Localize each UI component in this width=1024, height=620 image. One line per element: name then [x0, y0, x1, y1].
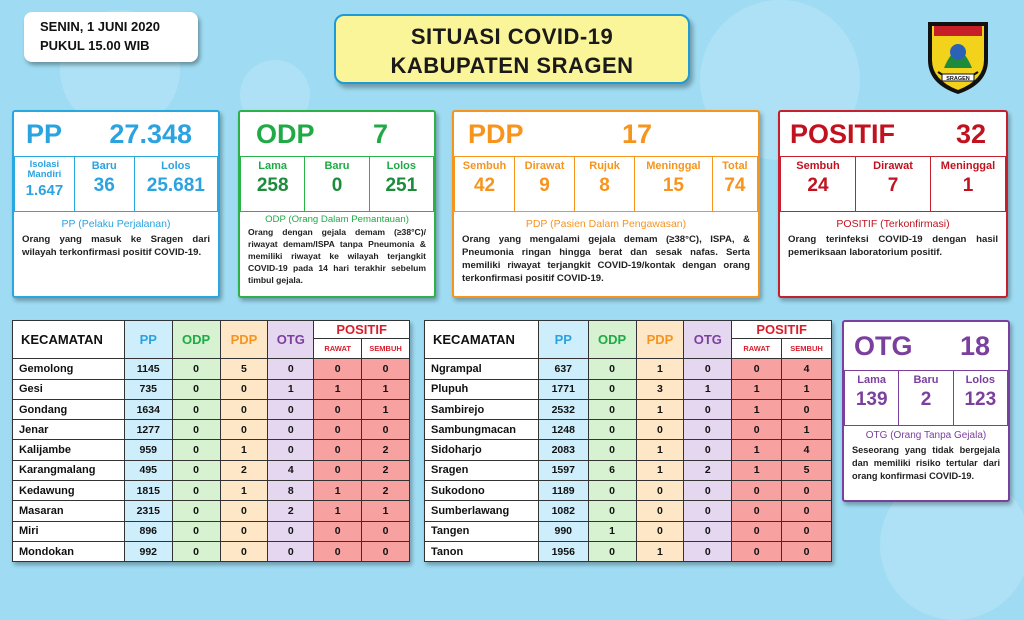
- header-sembuh: SEMBUH: [362, 339, 410, 359]
- pp-value: 27.348: [109, 118, 192, 149]
- positif-value: 32: [955, 118, 986, 149]
- positif-subtitle: POSITIF (Terkonfirmasi): [836, 218, 950, 230]
- rawat-cell: 0: [732, 541, 782, 561]
- odp-stat-label: Lama: [258, 160, 288, 172]
- pp-stat-label: Lolos: [161, 160, 191, 172]
- odp-cell: 0: [172, 501, 220, 521]
- kecamatan-name: Tanon: [425, 541, 539, 561]
- positif-stat-meninggal: [930, 156, 1006, 212]
- positif-stat-value: 1: [962, 175, 974, 196]
- pdp-subtitle: PDP (Pasien Dalam Pengawasan): [525, 218, 687, 230]
- header-kecamatan: KECAMATAN: [13, 321, 125, 359]
- rawat-cell: 0: [314, 359, 362, 379]
- otg-cell: 0: [684, 420, 732, 440]
- sembuh-cell: 2: [362, 460, 410, 480]
- pdp-stat-label: Rujuk: [589, 160, 620, 172]
- sembuh-cell: 0: [362, 521, 410, 541]
- rawat-cell: 1: [732, 379, 782, 399]
- rawat-cell: 0: [314, 420, 362, 440]
- pp-cell: 990: [538, 521, 588, 541]
- odp-cell: 0: [588, 379, 636, 399]
- otg-stat-label: Lama: [857, 374, 887, 386]
- odp-stat-value: 0: [331, 175, 343, 196]
- kecamatan-name: Tangen: [425, 521, 539, 541]
- odp-stat-label: Baru: [324, 160, 350, 172]
- odp-stat-lolos: [369, 156, 434, 212]
- sembuh-cell: 0: [362, 541, 410, 561]
- pdp-cell: 1: [636, 440, 684, 460]
- positif-stat-value: 24: [807, 175, 829, 196]
- odp-cell: 0: [588, 440, 636, 460]
- pp-stat-value: 36: [93, 175, 115, 196]
- pdp-stat-label: Dirawat: [524, 160, 565, 172]
- pdp-cell: 0: [636, 420, 684, 440]
- date-text: SENIN, 1 JUNI 2020: [40, 19, 160, 34]
- kecamatan-name: Miri: [13, 521, 125, 541]
- sembuh-cell: 0: [362, 420, 410, 440]
- sembuh-cell: 0: [362, 359, 410, 379]
- pdp-cell: 1: [220, 481, 268, 501]
- otg-cell: 0: [268, 399, 314, 419]
- pp-cell: 959: [124, 440, 172, 460]
- pdp-stat-dirawat: [514, 156, 575, 212]
- pdp-cell: 2: [220, 460, 268, 480]
- table-row: [425, 399, 832, 419]
- pdp-cell: 0: [636, 521, 684, 541]
- table-row: [425, 420, 832, 440]
- pdp-stat-total: [712, 156, 758, 212]
- rawat-cell: 1: [732, 399, 782, 419]
- table-row: [425, 521, 832, 541]
- odp-cell: 0: [172, 521, 220, 541]
- sembuh-cell: 5: [782, 460, 832, 480]
- positif-description: Orang terinfeksi COVID-19 dengan hasil pemeriksaan laboratorium positif.: [788, 234, 998, 258]
- title-line-1: SITUASI COVID-19: [410, 24, 614, 49]
- pp-stat-isolasi: [14, 156, 75, 212]
- pdp-cell: 0: [636, 501, 684, 521]
- otg-cell: 4: [268, 460, 314, 480]
- pdp-cell: 1: [636, 399, 684, 419]
- odp-subtitle: ODP (Orang Dalam Pemantauan): [265, 214, 409, 225]
- pdp-cell: 0: [220, 399, 268, 419]
- pdp-cell: 0: [220, 501, 268, 521]
- pp-cell: 1771: [538, 379, 588, 399]
- table-row: [13, 359, 410, 379]
- pdp-stat-value: 74: [724, 175, 746, 196]
- pdp-cell: 0: [220, 541, 268, 561]
- table-row: [13, 399, 410, 419]
- kecamatan-name: Gondang: [13, 399, 125, 419]
- table-row: [13, 379, 410, 399]
- sembuh-cell: 0: [782, 399, 832, 419]
- positif-card: [778, 110, 1008, 298]
- kabupaten-sragen-crest-icon: [922, 16, 994, 96]
- pdp-stats: [455, 156, 758, 212]
- rawat-cell: 1: [732, 440, 782, 460]
- otg-stat-value: 2: [920, 389, 932, 410]
- table-row: [13, 501, 410, 521]
- otg-cell: 0: [684, 481, 732, 501]
- sembuh-cell: 0: [782, 481, 832, 501]
- pdp-stat-value: 9: [539, 175, 550, 196]
- pdp-stat-value: 15: [662, 175, 684, 196]
- odp-cell: 0: [172, 541, 220, 561]
- kecamatan-name: Masaran: [13, 501, 125, 521]
- header-otg: OTG: [268, 321, 314, 359]
- otg-cell: 0: [268, 359, 314, 379]
- otg-stat-value: 123: [964, 389, 997, 410]
- rawat-cell: 0: [732, 359, 782, 379]
- positif-stat-label: Dirawat: [873, 160, 913, 172]
- positif-stat-sembuh: [780, 156, 856, 212]
- odp-description: Orang dengan gejala demam (≥38°C)/ riwayat demam/ISPA tanpa Pneumonia & memiliki riwayat ke wilayah terjangkit COVID-19 pada 14 hari terakhir sebelum timbul gejala.: [248, 227, 426, 285]
- kecamatan-name: Kalijambe: [13, 440, 125, 460]
- positif-stat-label: Meninggal: [940, 160, 996, 172]
- pp-stat-baru: [74, 156, 135, 212]
- kecamatan-name: Mondokan: [13, 541, 125, 561]
- kecamatan-name: Gemolong: [13, 359, 125, 379]
- rawat-cell: 0: [314, 399, 362, 419]
- pp-cell: 1082: [538, 501, 588, 521]
- otg-cell: 0: [268, 420, 314, 440]
- otg-header: [844, 322, 1008, 370]
- pdp-cell: 0: [220, 379, 268, 399]
- rawat-cell: 0: [314, 521, 362, 541]
- pdp-card: [452, 110, 760, 298]
- rawat-cell: 1: [314, 481, 362, 501]
- kecamatan-table-right: [424, 320, 832, 562]
- header-pdp: PDP: [220, 321, 268, 359]
- pp-cell: 1815: [124, 481, 172, 501]
- pp-cell: 495: [124, 460, 172, 480]
- otg-stat-baru: [898, 370, 953, 426]
- pp-cell: 992: [124, 541, 172, 561]
- kecamatan-name: Plupuh: [425, 379, 539, 399]
- pp-stats: [15, 156, 218, 212]
- table-row: [13, 440, 410, 460]
- table-row: [425, 541, 832, 561]
- odp-cell: 0: [172, 460, 220, 480]
- table-row: [425, 501, 832, 521]
- otg-cell: 1: [268, 379, 314, 399]
- header-kecamatan: KECAMATAN: [425, 321, 539, 359]
- odp-header: [240, 112, 434, 156]
- otg-cell: 0: [684, 541, 732, 561]
- sembuh-cell: 1: [782, 420, 832, 440]
- otg-cell: 8: [268, 481, 314, 501]
- rawat-cell: 0: [732, 521, 782, 541]
- rawat-cell: 0: [732, 501, 782, 521]
- table-row: [13, 460, 410, 480]
- sembuh-cell: 2: [362, 481, 410, 501]
- otg-stat-value: 139: [855, 389, 888, 410]
- sembuh-cell: 1: [362, 501, 410, 521]
- odp-cell: 1: [588, 521, 636, 541]
- sembuh-cell: 4: [782, 440, 832, 460]
- kecamatan-name: Sragen: [425, 460, 539, 480]
- pdp-cell: 5: [220, 359, 268, 379]
- pdp-cell: 0: [220, 521, 268, 541]
- odp-cell: 0: [172, 359, 220, 379]
- otg-stat-label: Lolos: [965, 374, 995, 386]
- header-rawat: RAWAT: [732, 339, 782, 359]
- odp-cell: 0: [172, 420, 220, 440]
- header-otg: OTG: [684, 321, 732, 359]
- otg-cell: 0: [268, 521, 314, 541]
- odp-stat-baru: [304, 156, 369, 212]
- odp-cell: 0: [172, 481, 220, 501]
- pp-cell: 637: [538, 359, 588, 379]
- otg-stat-lolos: [953, 370, 1008, 426]
- pp-cell: 1634: [124, 399, 172, 419]
- header-pdp: PDP: [636, 321, 684, 359]
- table-row: [13, 420, 410, 440]
- odp-cell: 0: [588, 481, 636, 501]
- pp-cell: 2315: [124, 501, 172, 521]
- otg-cell: 2: [268, 501, 314, 521]
- rawat-cell: 1: [314, 501, 362, 521]
- pdp-header: [454, 112, 758, 156]
- otg-label: OTG: [854, 330, 913, 361]
- logo-caption: SRAGEN: [946, 76, 970, 82]
- odp-cell: 6: [588, 460, 636, 480]
- odp-cell: 0: [588, 399, 636, 419]
- pp-cell: 1145: [124, 359, 172, 379]
- table-row: [425, 440, 832, 460]
- header-pp: PP: [124, 321, 172, 359]
- kecamatan-name: Sidoharjo: [425, 440, 539, 460]
- rawat-cell: 0: [732, 420, 782, 440]
- sembuh-cell: 0: [782, 521, 832, 541]
- pp-stat-lolos: [134, 156, 218, 212]
- header-positif: POSITIF: [314, 321, 410, 339]
- positif-label: POSITIF: [790, 118, 896, 149]
- rawat-cell: 0: [314, 460, 362, 480]
- otg-stat-label: Baru: [913, 374, 939, 386]
- odp-cell: 0: [588, 359, 636, 379]
- pp-cell: 1597: [538, 460, 588, 480]
- kecamatan-name: Sambirejo: [425, 399, 539, 419]
- pp-cell: 1248: [538, 420, 588, 440]
- pdp-stat-label: Sembuh: [462, 160, 507, 172]
- odp-stat-label: Lolos: [386, 160, 416, 172]
- table-row: [13, 481, 410, 501]
- header-odp: ODP: [588, 321, 636, 359]
- pp-stat-label: Baru: [91, 160, 117, 172]
- odp-stats: [241, 156, 434, 212]
- pp-cell: 2532: [538, 399, 588, 419]
- table-row: [13, 541, 410, 561]
- kecamatan-table-left: [12, 320, 410, 562]
- pp-cell: 735: [124, 379, 172, 399]
- otg-card: [842, 320, 1010, 502]
- header-sembuh: SEMBUH: [782, 339, 832, 359]
- pdp-stat-sembuh: [454, 156, 515, 212]
- kecamatan-name: Karangmalang: [13, 460, 125, 480]
- kecamatan-name: Sumberlawang: [425, 501, 539, 521]
- header-pp: PP: [538, 321, 588, 359]
- pp-stat-value: 1.647: [25, 182, 64, 199]
- pp-cell: 896: [124, 521, 172, 541]
- odp-stat-value: 251: [385, 175, 418, 196]
- kecamatan-name: Ngrampal: [425, 359, 539, 379]
- odp-stat-value: 258: [256, 175, 289, 196]
- otg-cell: 0: [684, 501, 732, 521]
- otg-stats: [845, 370, 1008, 426]
- otg-cell: 2: [684, 460, 732, 480]
- odp-cell: 0: [172, 440, 220, 460]
- positif-header: [780, 112, 1006, 156]
- kecamatan-name: Sukodono: [425, 481, 539, 501]
- title-line-2: KABUPATEN SRAGEN: [390, 53, 634, 78]
- otg-cell: 0: [684, 440, 732, 460]
- otg-subtitle: OTG (Orang Tanpa Gejala): [865, 430, 987, 441]
- pp-cell: 1277: [124, 420, 172, 440]
- table-row: [425, 460, 832, 480]
- pdp-stat-meninggal: [634, 156, 713, 212]
- positif-stat-dirawat: [855, 156, 931, 212]
- otg-cell: 0: [268, 440, 314, 460]
- sembuh-cell: 4: [782, 359, 832, 379]
- otg-cell: 0: [268, 541, 314, 561]
- pp-cell: 2083: [538, 440, 588, 460]
- rawat-cell: 0: [314, 541, 362, 561]
- sembuh-cell: 0: [782, 501, 832, 521]
- kecamatan-name: Jenar: [13, 420, 125, 440]
- sembuh-cell: 0: [782, 541, 832, 561]
- positif-stat-label: Sembuh: [796, 160, 840, 172]
- pp-header: [14, 112, 218, 156]
- odp-card: [238, 110, 436, 298]
- pdp-cell: 3: [636, 379, 684, 399]
- otg-cell: 0: [684, 359, 732, 379]
- table-row: [13, 521, 410, 541]
- pdp-label: PDP: [468, 118, 524, 149]
- table-row: [425, 481, 832, 501]
- sembuh-cell: 1: [362, 379, 410, 399]
- odp-cell: 0: [588, 420, 636, 440]
- header-odp: ODP: [172, 321, 220, 359]
- odp-cell: 0: [172, 399, 220, 419]
- pdp-value: 17: [621, 118, 652, 149]
- otg-value: 18: [959, 330, 990, 361]
- pdp-description: Orang yang mengalami gejala demam (≥38°C), ISPA, & Pneumonia ringan hingga berat dan sesak nafas. Serta memiliki riwayat terjangkit COVID-19/kontak dengan orang terkonfirmasi positif COVID-19.: [462, 234, 750, 284]
- otg-stat-lama: [844, 370, 899, 426]
- rawat-cell: 1: [732, 460, 782, 480]
- rawat-cell: 1: [314, 379, 362, 399]
- rawat-cell: 0: [314, 440, 362, 460]
- pp-subtitle: PP (Pelaku Perjalanan): [61, 218, 171, 230]
- otg-cell: 0: [684, 399, 732, 419]
- pp-cell: 1956: [538, 541, 588, 561]
- date-box: [24, 12, 198, 62]
- kecamatan-name: Gesi: [13, 379, 125, 399]
- otg-cell: 0: [684, 521, 732, 541]
- pdp-stat-value: 8: [599, 175, 610, 196]
- odp-label: ODP: [256, 118, 315, 149]
- header-positif: POSITIF: [732, 321, 832, 339]
- sembuh-cell: 1: [362, 399, 410, 419]
- odp-stat-lama: [240, 156, 305, 212]
- pdp-stat-value: 42: [473, 175, 496, 196]
- pp-stat-value: 25.681: [146, 175, 205, 196]
- page-title: [334, 14, 690, 84]
- pp-card: [12, 110, 220, 298]
- pdp-stat-label: Total: [722, 160, 748, 172]
- kecamatan-name: Sambungmacan: [425, 420, 539, 440]
- odp-value: 7: [372, 118, 388, 149]
- positif-stats: [781, 156, 1006, 212]
- rawat-cell: 0: [732, 481, 782, 501]
- pdp-stat-rujuk: [574, 156, 635, 212]
- kecamatan-name: Kedawung: [13, 481, 125, 501]
- pdp-cell: 1: [220, 440, 268, 460]
- sembuh-cell: 1: [782, 379, 832, 399]
- pp-label: PP: [26, 118, 63, 149]
- otg-description: Seseorang yang tidak bergejala dan memiliki risiko tertular dari orang konfirmasi COVID-19.: [852, 445, 1000, 481]
- pdp-stat-label: Meninggal: [646, 160, 701, 172]
- table-row: [425, 359, 832, 379]
- table-row: [425, 379, 832, 399]
- positif-stat-value: 7: [887, 175, 899, 196]
- odp-cell: 0: [588, 501, 636, 521]
- odp-cell: 0: [172, 379, 220, 399]
- header-rawat: RAWAT: [314, 339, 362, 359]
- pp-stat-label: Isolasi Mandiri: [27, 159, 62, 180]
- pdp-cell: 1: [636, 541, 684, 561]
- pdp-cell: 0: [636, 481, 684, 501]
- pdp-cell: 1: [636, 359, 684, 379]
- sembuh-cell: 2: [362, 440, 410, 460]
- time-text: PUKUL 15.00 WIB: [40, 38, 150, 53]
- pp-description: Orang yang masuk ke Sragen dari wilayah terkonfirmasi positif COVID-19.: [22, 234, 210, 258]
- pdp-cell: 1: [636, 460, 684, 480]
- pdp-cell: 0: [220, 420, 268, 440]
- pp-cell: 1189: [538, 481, 588, 501]
- odp-cell: 0: [588, 541, 636, 561]
- otg-cell: 1: [684, 379, 732, 399]
